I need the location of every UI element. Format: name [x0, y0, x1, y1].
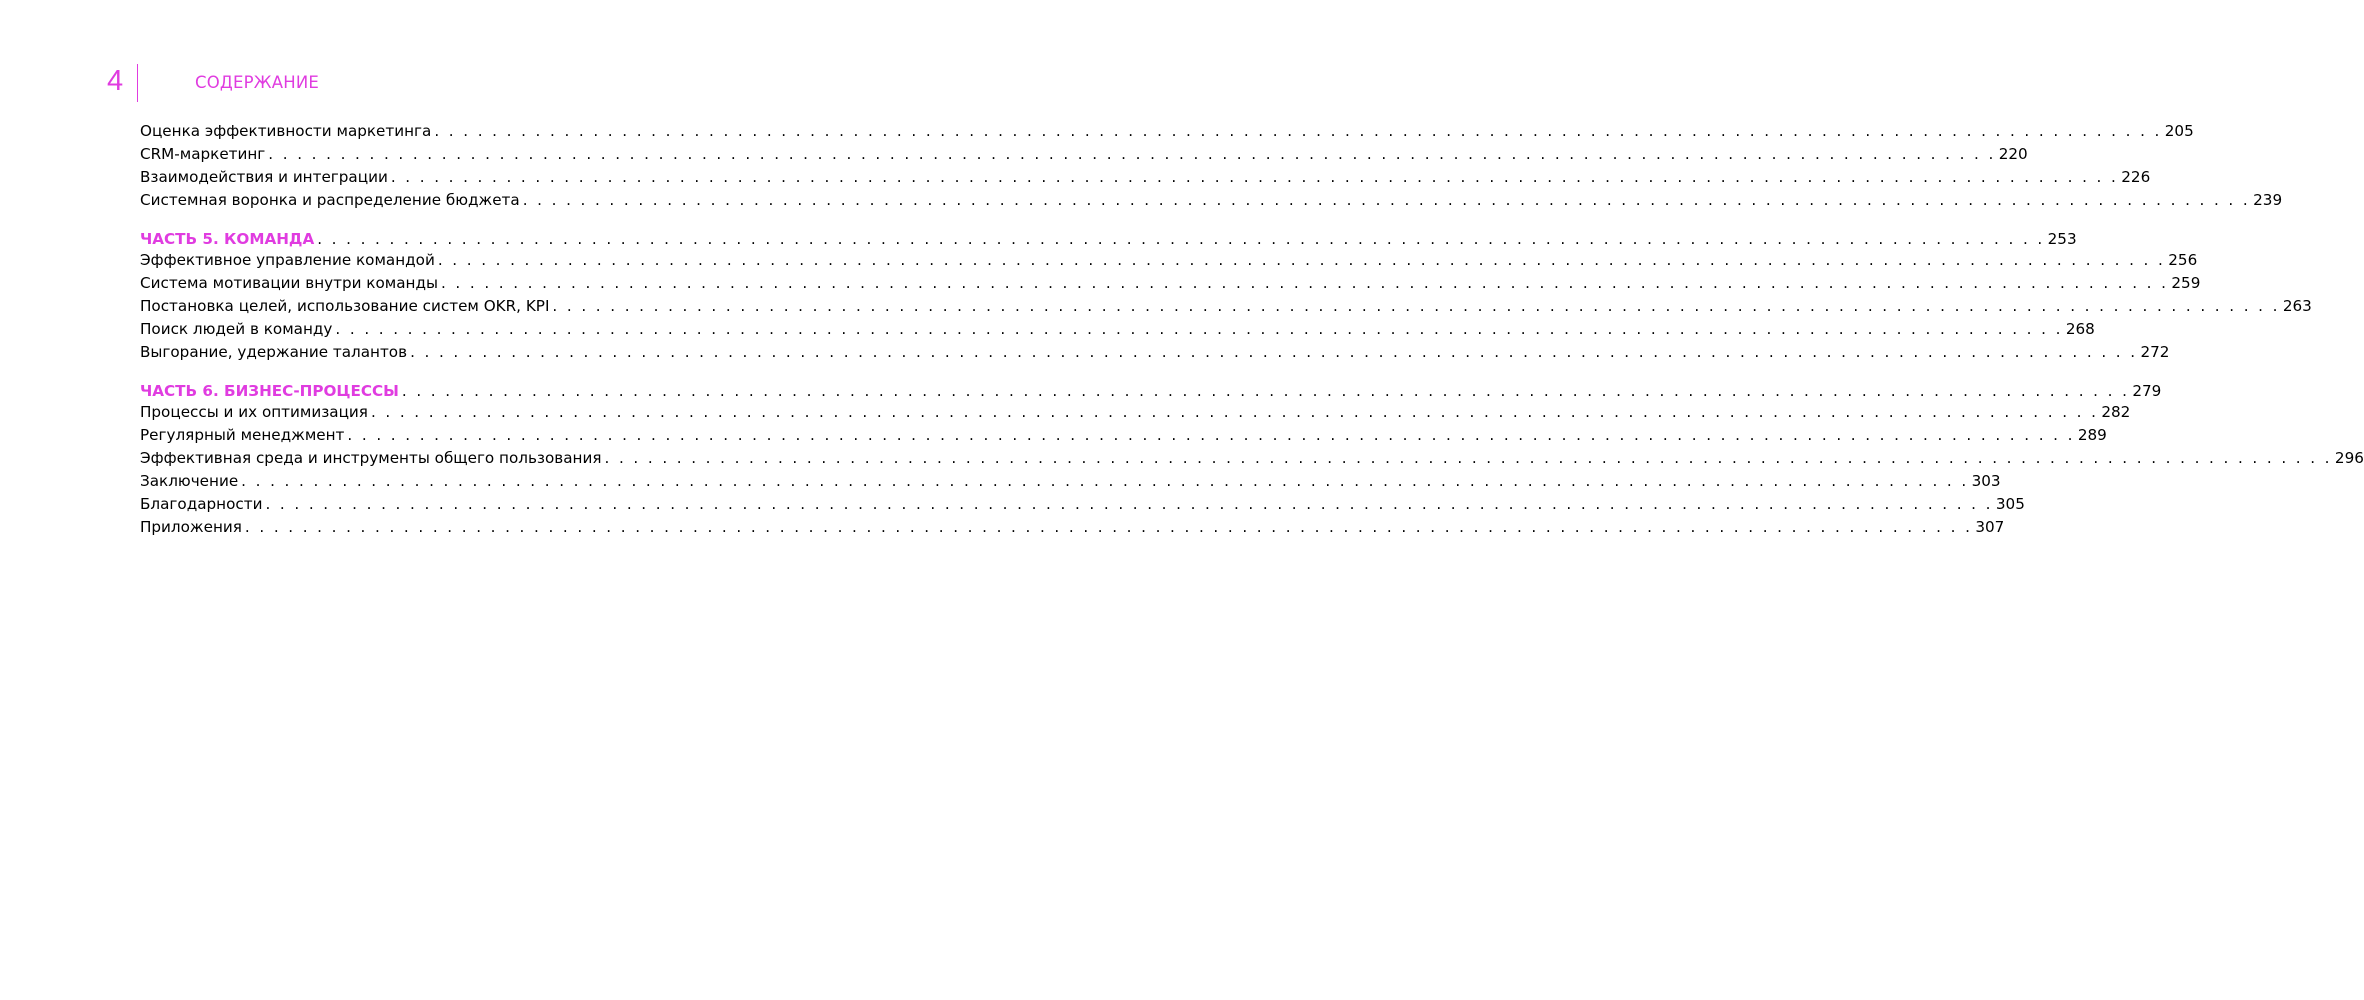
- toc-entry[interactable]: [140, 120, 2194, 143]
- dot-leader: . . . . . . . . . . . . . . . . . . . . . . . . . . . . . . . . . . . . . . . . . . . . . . . . . . . . . . . . . . . . . . . . . . . . . . . . . . . . . . . . . . . . . . . . . . . . . . . . . . . . . . . . . . . . . . . . . . . . . . . .: [437, 251, 2166, 269]
- toc-entry-title: Поиск людей в команду: [140, 320, 333, 338]
- toc-entry[interactable]: [140, 249, 2198, 272]
- dot-leader: . . . . . . . . . . . . . . . . . . . . . . . . . . . . . . . . . . . . . . . . . . . . . . . . . . . . . . . . . . . . . . . . . . . . . . . . . . . . . . . . . . . . . . . . . . . . . . . . . . . . . . . . . . . . . . . . . . . . . . . .: [522, 191, 2251, 209]
- toc-entry-page: 305: [1995, 495, 2025, 513]
- dot-leader: . . . . . . . . . . . . . . . . . . . . . . . . . . . . . . . . . . . . . . . . . . . . . . . . . . . . . . . . . . . . . . . . . . . . . . . . . . . . . . . . . . . . . . . . . . . . . . . . . . . . . . . . . . . . . . . . . . . . . . . .: [241, 472, 1969, 490]
- toc-entry[interactable]: [140, 341, 2170, 364]
- dot-leader: . . . . . . . . . . . . . . . . . . . . . . . . . . . . . . . . . . . . . . . . . . . . . . . . . . . . . . . . . . . . . . . . . . . . . . . . . . . . . . . . . . . . . . . . . . . . . . . . . . . . . . . . . . . . . . . . . . . . . . . .: [401, 382, 2130, 400]
- toc-entry-page: 268: [2065, 320, 2095, 338]
- toc-entry[interactable]: [140, 401, 2131, 424]
- toc-entry-title: Заключение: [140, 472, 239, 490]
- toc-entry[interactable]: [140, 493, 2025, 516]
- toc-entry-title: Регулярный менеджмент: [140, 426, 345, 444]
- toc-entry-title: Оценка эффективности маркетинга: [140, 122, 432, 140]
- toc-entry-title: Постановка целей, использование систем OKR, KPI: [140, 297, 550, 315]
- toc-entry-page: 253: [2047, 230, 2077, 248]
- toc-entry-title: Эффективная среда и инструменты общего пользования: [140, 449, 602, 467]
- toc-entry[interactable]: [140, 166, 2151, 189]
- toc-entry-title: ЧАСТЬ 5. КОМАНДА: [140, 230, 315, 248]
- dot-leader: . . . . . . . . . . . . . . . . . . . . . . . . . . . . . . . . . . . . . . . . . . . . . . . . . . . . . . . . . . . . . . . . . . . . . . . . . . . . . . . . . . . . . . . . . . . . . . . . . . . . . . . . . . . . . . . . . . . . . . . .: [268, 145, 1996, 163]
- dot-leader: . . . . . . . . . . . . . . . . . . . . . . . . . . . . . . . . . . . . . . . . . . . . . . . . . . . . . . . . . . . . . . . . . . . . . . . . . . . . . . . . . . . . . . . . . . . . . . . . . . . . . . . . . . . . . . . . . . . . . . . .: [410, 343, 2138, 361]
- toc-entry-page: 272: [2140, 343, 2170, 361]
- toc-entry-page: 279: [2132, 382, 2162, 400]
- page-number: 4: [107, 65, 124, 97]
- dot-leader: . . . . . . . . . . . . . . . . . . . . . . . . . . . . . . . . . . . . . . . . . . . . . . . . . . . . . . . . . . . . . . . . . . . . . . . . . . . . . . . . . . . . . . . . . . . . . . . . . . . . . . . . . . . . . . . . . . . . . . . .: [390, 168, 2119, 186]
- toc-entry-page: 289: [2077, 426, 2107, 444]
- toc-entry-page: 220: [1998, 145, 2028, 163]
- toc-entry[interactable]: [140, 516, 2005, 539]
- dot-leader: . . . . . . . . . . . . . . . . . . . . . . . . . . . . . . . . . . . . . . . . . . . . . . . . . . . . . . . . . . . . . . . . . . . . . . . . . . . . . . . . . . . . . . . . . . . . . . . . . . . . . . . . . . . . . . . . . . . . . . . .: [265, 495, 1993, 513]
- toc-entry-page: 303: [1971, 472, 2001, 490]
- toc-entry[interactable]: [140, 295, 2312, 318]
- toc-entry-title: Процессы и их оптимизация: [140, 403, 368, 421]
- toc-entry[interactable]: [140, 189, 2283, 212]
- dot-leader: . . . . . . . . . . . . . . . . . . . . . . . . . . . . . . . . . . . . . . . . . . . . . . . . . . . . . . . . . . . . . . . . . . . . . . . . . . . . . . . . . . . . . . . . . . . . . . . . . . . . . . . . . . . . . . . . . . . . . . . .: [370, 403, 2099, 421]
- dot-leader: . . . . . . . . . . . . . . . . . . . . . . . . . . . . . . . . . . . . . . . . . . . . . . . . . . . . . . . . . . . . . . . . . . . . . . . . . . . . . . . . . . . . . . . . . . . . . . . . . . . . . . . . . . . . . . . . . . . . . . . .: [335, 320, 2063, 338]
- toc-entry-page: 282: [2101, 403, 2131, 421]
- dot-leader: . . . . . . . . . . . . . . . . . . . . . . . . . . . . . . . . . . . . . . . . . . . . . . . . . . . . . . . . . . . . . . . . . . . . . . . . . . . . . . . . . . . . . . . . . . . . . . . . . . . . . . . . . . . . . . . . . . . . . . . .: [347, 426, 2075, 444]
- toc-entry-page: 226: [2121, 168, 2151, 186]
- page-header: [0, 64, 800, 104]
- toc-entry[interactable]: [140, 424, 2107, 447]
- toc-entry[interactable]: [140, 318, 2095, 341]
- toc-entry-page: 263: [2282, 297, 2312, 315]
- toc-entry-title: CRM-маркетинг: [140, 145, 266, 163]
- toc-entry-page: 296: [2334, 449, 2364, 467]
- toc-entry[interactable]: [140, 143, 2028, 166]
- dot-leader: . . . . . . . . . . . . . . . . . . . . . . . . . . . . . . . . . . . . . . . . . . . . . . . . . . . . . . . . . . . . . . . . . . . . . . . . . . . . . . . . . . . . . . . . . . . . . . . . . . . . . . . . . . . . . . . . . . . . . . . .: [317, 230, 2045, 248]
- dot-leader: . . . . . . . . . . . . . . . . . . . . . . . . . . . . . . . . . . . . . . . . . . . . . . . . . . . . . . . . . . . . . . . . . . . . . . . . . . . . . . . . . . . . . . . . . . . . . . . . . . . . . . . . . . . . . . . . . . . . . . . .: [552, 297, 2280, 315]
- toc-entry-page: 256: [2168, 251, 2198, 269]
- toc-entry-title: Благодарности: [140, 495, 263, 513]
- toc-entry-title: Эффективное управление командой: [140, 251, 435, 269]
- dot-leader: . . . . . . . . . . . . . . . . . . . . . . . . . . . . . . . . . . . . . . . . . . . . . . . . . . . . . . . . . . . . . . . . . . . . . . . . . . . . . . . . . . . . . . . . . . . . . . . . . . . . . . . . . . . . . . . . . . . . . . . .: [434, 122, 2162, 140]
- toc-entry-title: Системная воронка и распределение бюджета: [140, 191, 520, 209]
- header-divider: [137, 64, 138, 102]
- toc-entry[interactable]: [140, 447, 2364, 470]
- toc-entry[interactable]: [140, 470, 2001, 493]
- dot-leader: . . . . . . . . . . . . . . . . . . . . . . . . . . . . . . . . . . . . . . . . . . . . . . . . . . . . . . . . . . . . . . . . . . . . . . . . . . . . . . . . . . . . . . . . . . . . . . . . . . . . . . . . . . . . . . . . . . . . . . . .: [440, 274, 2169, 292]
- toc-entry[interactable]: [140, 272, 2201, 295]
- toc-entry-page: 205: [2164, 122, 2194, 140]
- toc-entry-page: 307: [1975, 518, 2005, 536]
- running-title: СОДЕРЖАНИЕ: [195, 73, 320, 92]
- toc-entry-title: Приложения: [140, 518, 242, 536]
- dot-leader: . . . . . . . . . . . . . . . . . . . . . . . . . . . . . . . . . . . . . . . . . . . . . . . . . . . . . . . . . . . . . . . . . . . . . . . . . . . . . . . . . . . . . . . . . . . . . . . . . . . . . . . . . . . . . . . . . . . . . . . .: [244, 518, 1973, 536]
- toc-entry-page: 259: [2171, 274, 2201, 292]
- toc-entry-title: Система мотивации внутри команды: [140, 274, 438, 292]
- table-of-contents: [140, 120, 2364, 539]
- toc-entry-title: ЧАСТЬ 6. БИЗНЕС-ПРОЦЕССЫ: [140, 382, 399, 400]
- dot-leader: . . . . . . . . . . . . . . . . . . . . . . . . . . . . . . . . . . . . . . . . . . . . . . . . . . . . . . . . . . . . . . . . . . . . . . . . . . . . . . . . . . . . . . . . . . . . . . . . . . . . . . . . . . . . . . . . . . . . . . . .: [604, 449, 2332, 467]
- toc-entry-title: Выгорание, удержание талантов: [140, 343, 408, 361]
- toc-entry-title: Взаимодействия и интеграции: [140, 168, 388, 186]
- toc-entry-page: 239: [2253, 191, 2283, 209]
